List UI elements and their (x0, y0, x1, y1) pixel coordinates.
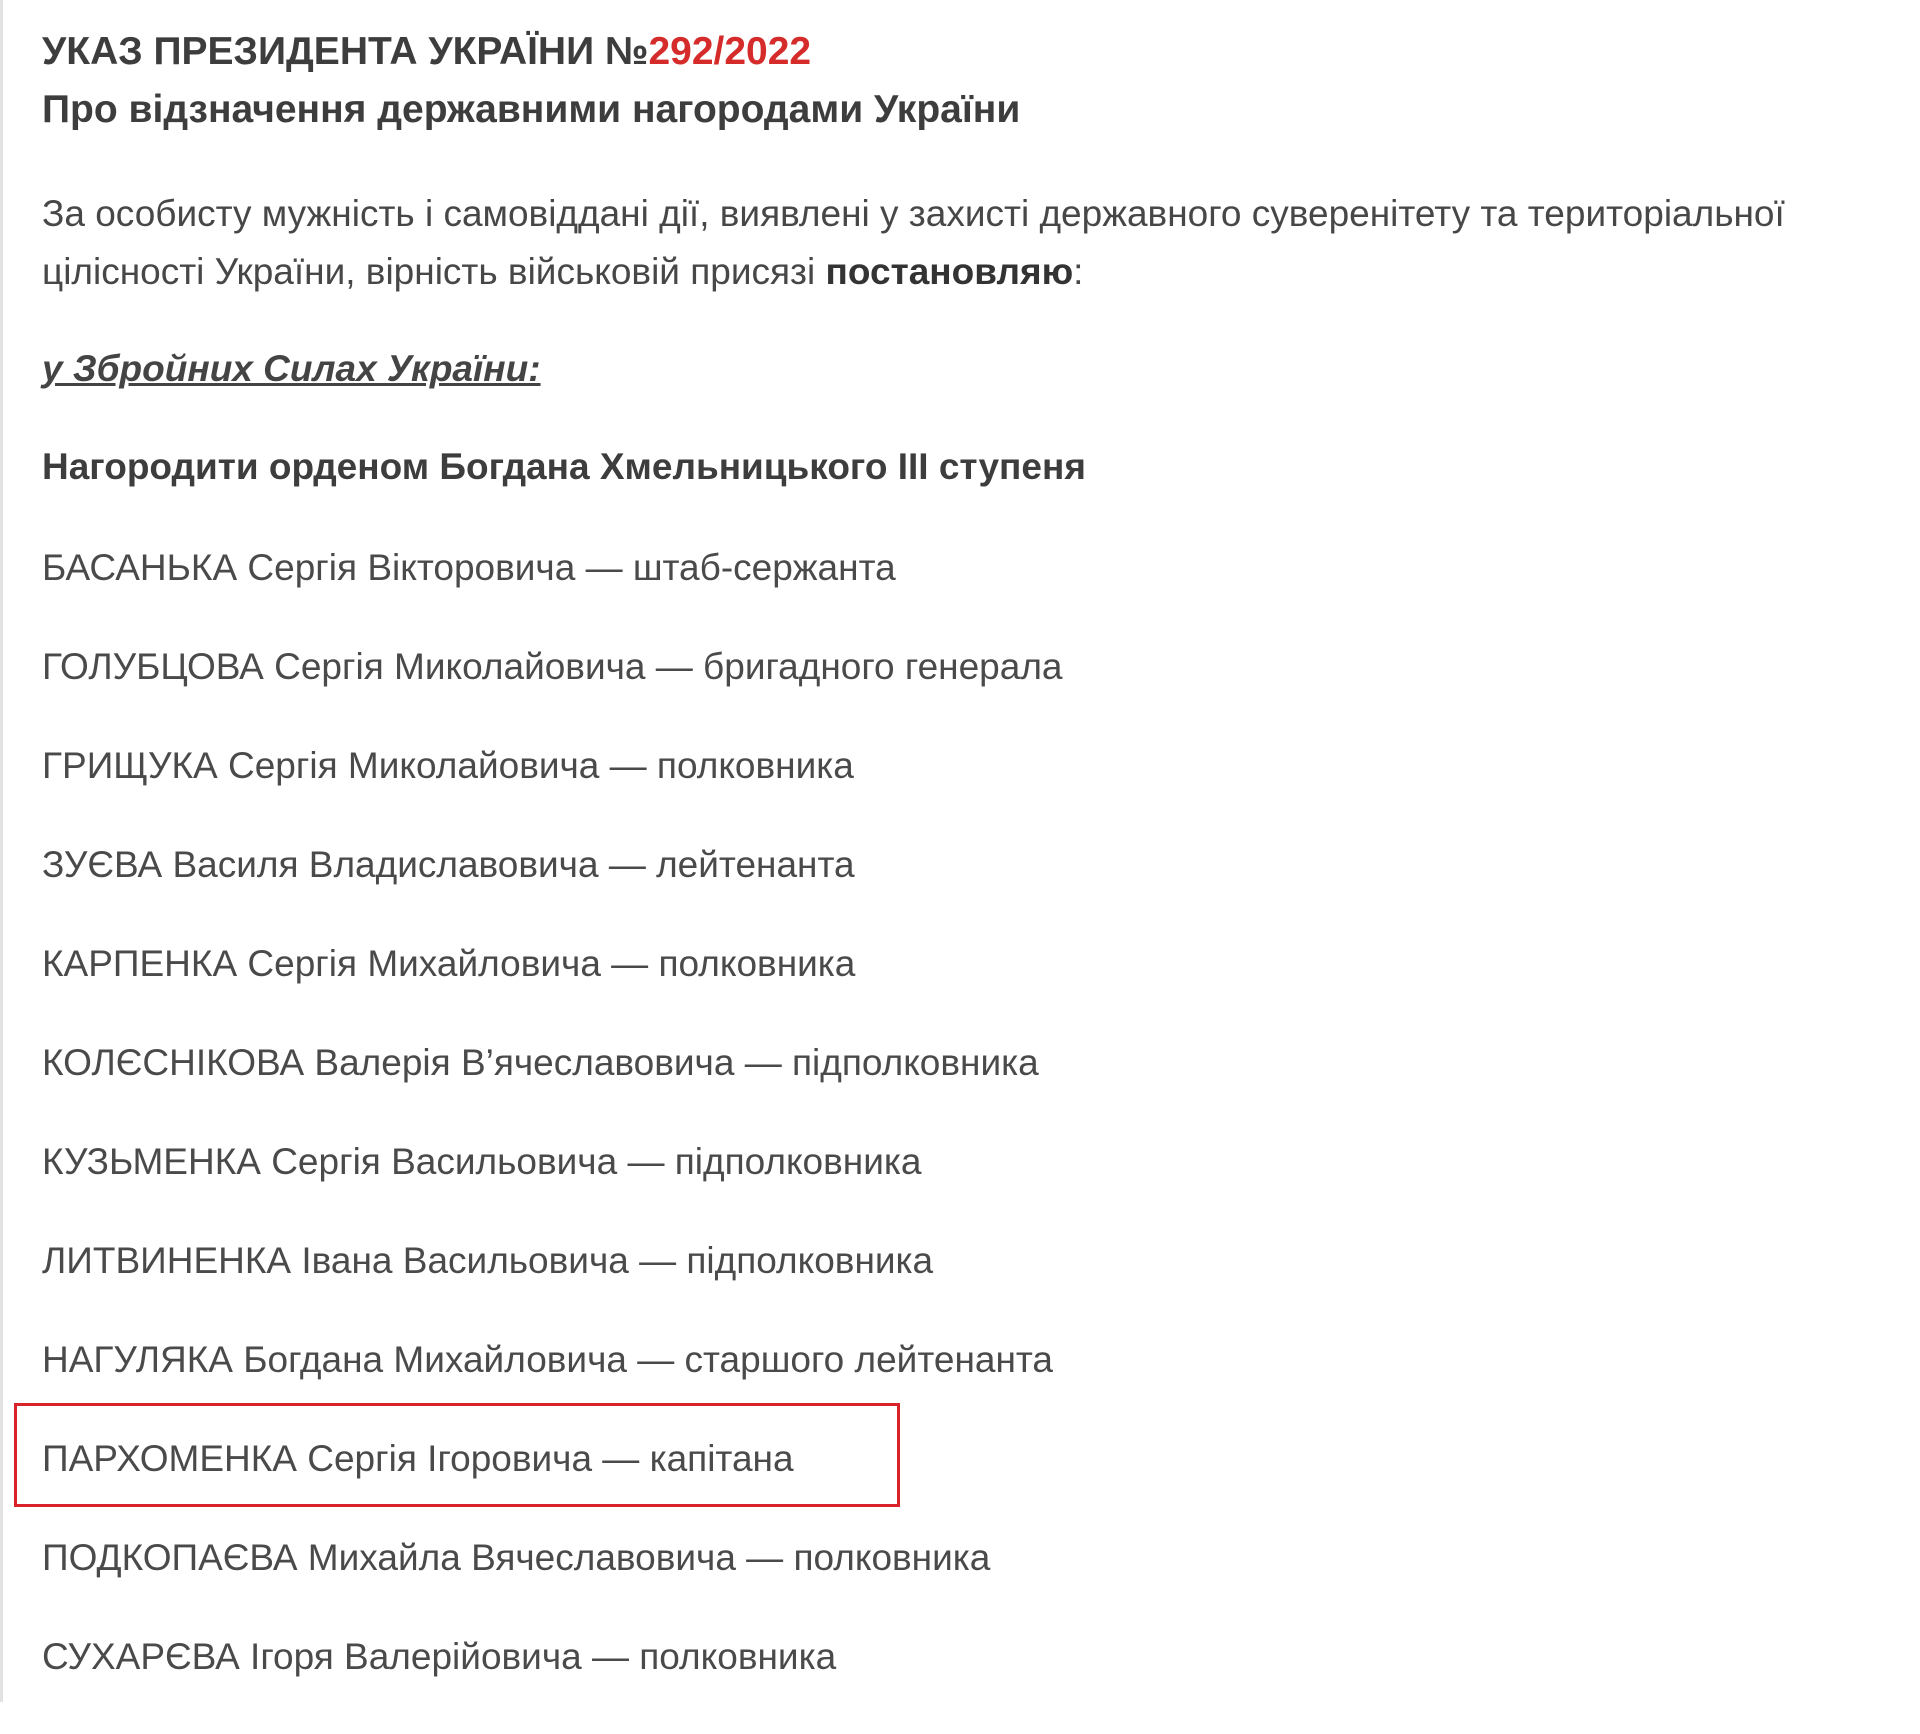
decree-number: 292/2022 (648, 30, 812, 73)
recipient-list (42, 546, 1062, 1734)
recipient-item: ГОЛУБЦОВА Сергія Миколайовича — бригадного генерала (42, 646, 1063, 687)
recipient-item: НАГУЛЯКА Богдана Михайловича — старшого лейтенанта (42, 1339, 1053, 1380)
recipient-item: БАСАНЬКА Сергія Вікторовича — штаб-сержанта (42, 547, 896, 588)
decree-subtitle: Про відзначення державними нагородами України (42, 88, 1021, 131)
recipient-item: ЗУЄВА Василя Владиславовича — лейтенанта (42, 844, 855, 885)
preamble-resolve-word: постановляю (825, 251, 1074, 292)
highlight-box (14, 1403, 900, 1507)
recipient-item-highlighted: ПАРХОМЕНКА Сергія Ігоровича — капітана (42, 1438, 794, 1479)
recipient-item: ПОДКОПАЄВА Михайла Вячеславовича — полковника (42, 1537, 991, 1578)
preamble-text: За особисту мужність і самовіддані дії, виявлені у захисті державного суверенітету та територіальної цілісності України, вірність військовій присязі (42, 193, 1785, 292)
decree-title-prefix: УКАЗ ПРЕЗИДЕНТА УКРАЇНИ № (42, 30, 649, 73)
recipient-item: ГРИЩУКА Сергія Миколайовича — полковника (42, 745, 854, 786)
preamble-colon: : (1073, 251, 1084, 292)
section-heading-armed-forces: у Збройних Силах України: (42, 348, 541, 389)
recipient-item: КАРПЕНКА Сергія Михайловича — полковника (42, 943, 856, 984)
recipient-item: СУХАРЄВА Ігоря Валерійовича — полковника (42, 1636, 837, 1677)
decree-preamble (42, 185, 1892, 301)
recipient-item: КОЛЄСНІКОВА Валерія В’ячеславовича — підполковника (42, 1042, 1039, 1083)
decree-title (42, 30, 811, 74)
recipient-item: ЛИТВИНЕНКА Івана Васильовича — підполковника (42, 1240, 934, 1281)
award-heading: Нагородити орденом Богдана Хмельницького ІІІ ступеня (42, 446, 1086, 487)
recipient-item: КУЗЬМЕНКА Сергія Васильовича — підполковника (42, 1141, 922, 1182)
left-border-rule (0, 0, 3, 1702)
